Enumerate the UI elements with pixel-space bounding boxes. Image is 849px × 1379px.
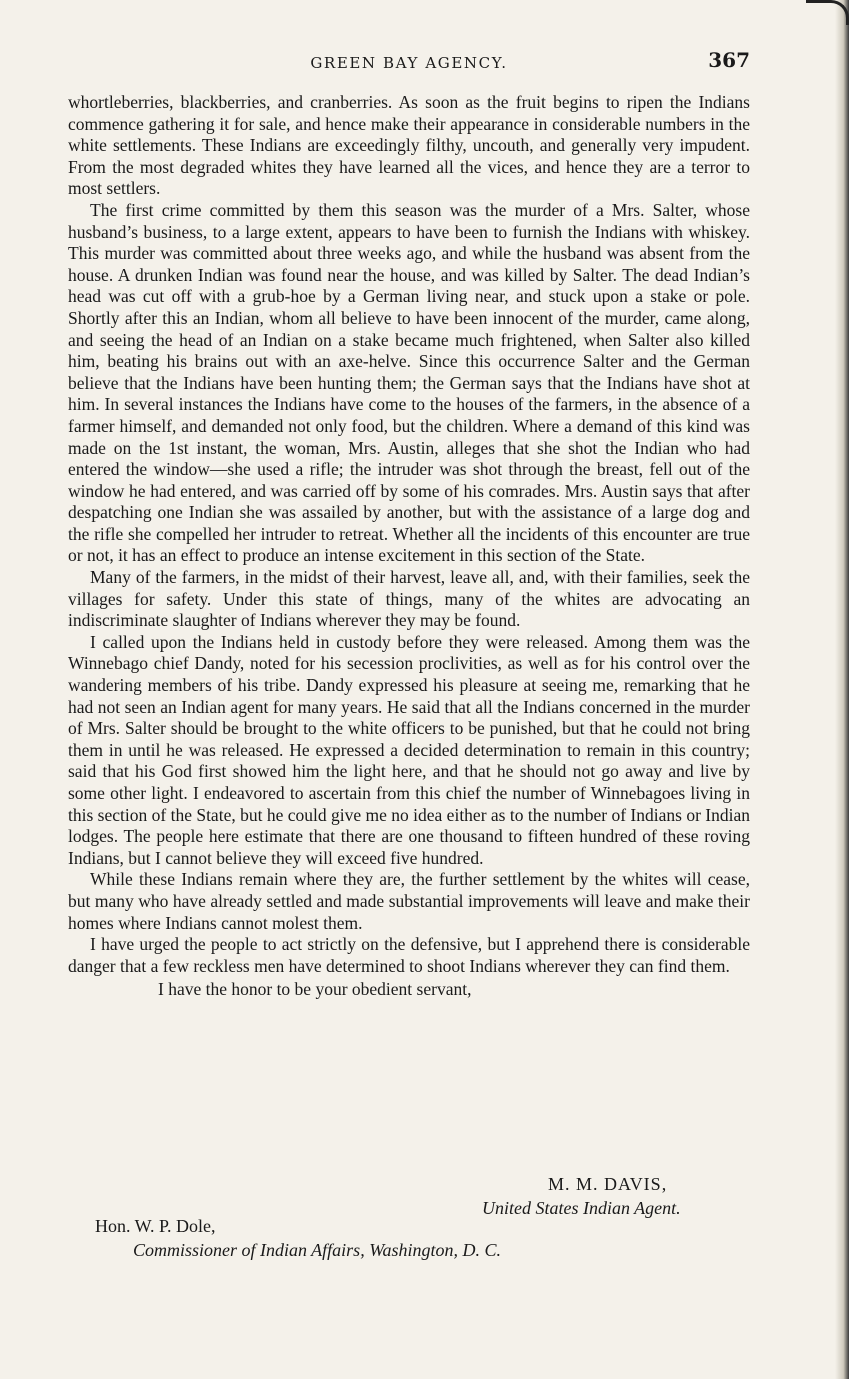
- signatory-title: United States Indian Agent.: [482, 1198, 681, 1218]
- page-corner: [806, 0, 849, 25]
- paragraph-4: I called upon the Indians held in custody before they were released. Among them was the Winnebago chief Dandy, noted for his secession proclivities, as well as for his control over the wandering members of his tribe. Dandy expressed his pleasure at seeing me, remarking that he had not seen an Indian agent for many years. He said that all the Indians concerned in the murder of Mrs. Salter should be brought to the white officers to be punished, but that he could not bring them in until he was released. He expressed a decided determination to remain in this country; said that his God first showed him the light here, and that he should not go away and live by some other light. I endeavored to ascertain from this chief the number of Winnebagoes living in this section of the State, but he could give me no idea either as to the number of Indians or Indian lodges. The people here estimate that there are one thousand to fifteen hundred of these roving Indians, but I cannot believe they will exceed five hundred.: [68, 631, 750, 868]
- page-header: [68, 50, 750, 76]
- signature-block: [470, 1172, 750, 1220]
- addressee-title: Commissioner of Indian Affairs, Washington, D. C.: [133, 1240, 502, 1260]
- closing-line: I have the honor to be your obedient servant,: [158, 979, 472, 1000]
- paragraph-3: Many of the farmers, in the midst of their harvest, leave all, and, with their families, seek the villages for safety. Under this state of things, many of the whites are advocating an indiscriminate slaughter of Indians wherever they may be found.: [68, 567, 750, 631]
- running-head: GREEN BAY AGENCY.: [310, 54, 508, 72]
- paragraph-1: whortleberries, blackberries, and cranberries. As soon as the fruit begins to ripen the Indians commence gathering it for sale, and hence make their appearance in considerable numbers in the white settlements. These Indians are exceedingly filthy, uncouth, and generally very impudent. From the most degraded whites they have learned all the vices, and hence they are a terror to most settlers.: [68, 92, 750, 199]
- signatory-name: M. M. DAVIS,: [548, 1174, 668, 1194]
- page-edge: [835, 0, 849, 1379]
- page-number: 367: [708, 48, 750, 72]
- paragraph-6: I have urged the people to act strictly on the defensive, but I apprehend there is considerable danger that a few reckless men have determined to shoot Indians wherever they can find them.: [68, 934, 750, 976]
- addressee-name: Hon. W. P. Dole,: [95, 1216, 216, 1236]
- paragraph-2: The first crime committed by them this season was the murder of a Mrs. Salter, whose husband’s business, to a large extent, appears to have been to furnish the Indians with whiskey. This murder was committed about three weeks ago, and while the husband was absent from the house. A drunken Indian was found near the house, and was killed by Salter. The dead Indian’s head was cut off with a grub-hoe by a German living near, and stuck upon a stake or pole. Shortly after this an Indian, whom all believe to have been innocent of the murder, came along, and seeing the head of an Indian on a stake became much frightened, when Salter also killed him, beating his brains out with an axe-helve. Since this occurrence Salter and the German believe that the Indians have been hunting them; the German says that the Indians have shot at him. In several instances the Indians have come to the houses of the farmers, in the absence of a farmer himself, and demanded not only food, but the children. Where a demand of this kind was made on the 1st instant, the woman, Mrs. Austin, alleges that she shot the Indian who had entered the window—she used a rifle; the intruder was shot through the breast, fell out of the window he had entered, and was carried off by some of his comrades. Mrs. Austin says that after despatching one Indian she was assailed by another, but with the assistance of a large dog and the rifle she compelled her intruder to retreat. Whether all the incidents of this encounter are true or not, it has an effect to produce an intense excitement in this section of the State.: [68, 199, 750, 566]
- paragraph-5: While these Indians remain where they are, the further settlement by the whites will cease, but many who have already settled and made substantial improvements will leave and make their homes where Indians cannot molest them.: [68, 869, 750, 933]
- addressee-block: [95, 1214, 695, 1262]
- letter-body: [68, 92, 750, 1001]
